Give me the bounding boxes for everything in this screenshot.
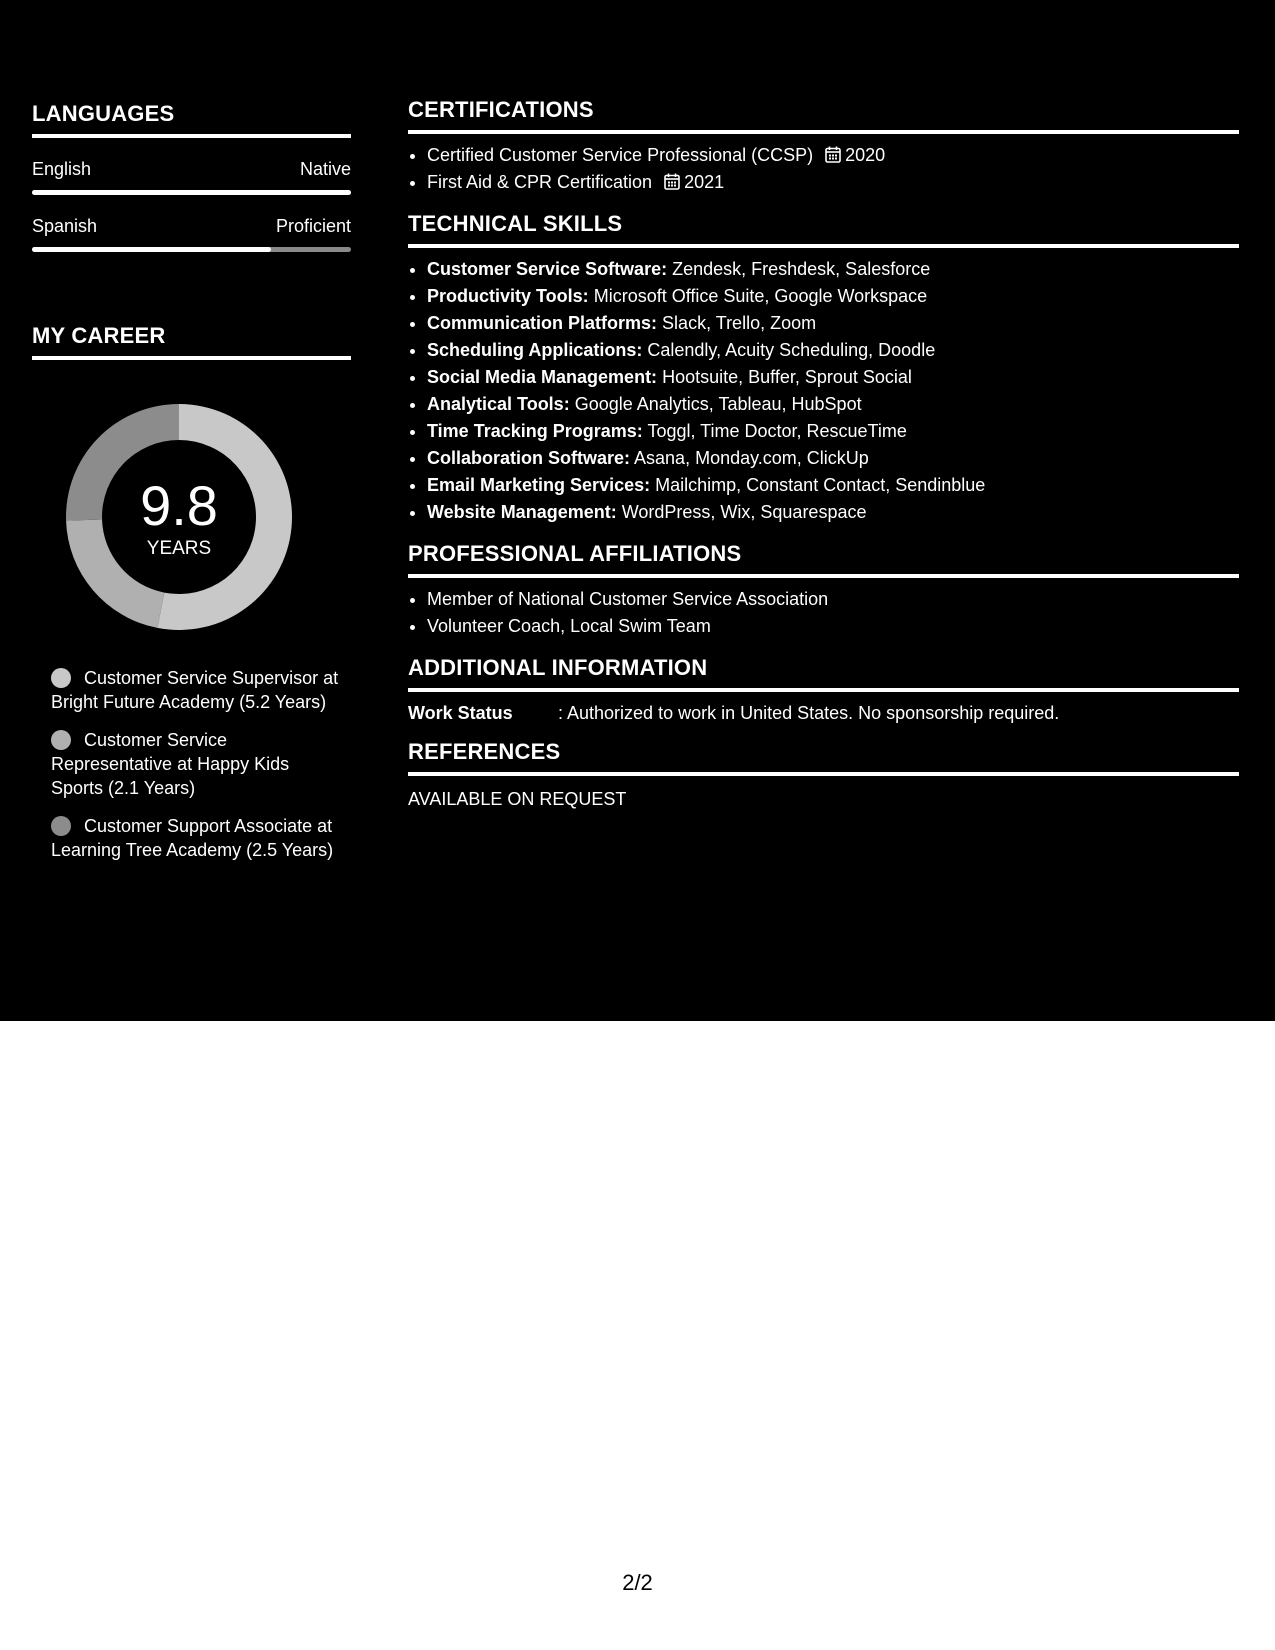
certifications-heading: CERTIFICATIONS [408, 96, 1239, 134]
career-legend-item [51, 814, 341, 862]
affiliations-section [408, 540, 1239, 640]
legend-dot-icon [51, 816, 71, 836]
affiliations-heading: PROFESSIONAL AFFILIATIONS [408, 540, 1239, 578]
work-status-row [408, 702, 1239, 724]
career-heading: MY CAREER [32, 322, 351, 360]
career-legend [32, 666, 341, 862]
skill-tools: Asana, Monday.com, ClickUp [634, 448, 869, 468]
references-text: AVAILABLE ON REQUEST [408, 789, 627, 809]
certification-item [427, 142, 1239, 169]
additional-info-section [408, 654, 1239, 724]
language-proficiency-fill [32, 190, 351, 195]
skill-item [427, 256, 1239, 283]
career-section [32, 322, 351, 862]
skill-category: Productivity Tools: [427, 286, 589, 306]
language-name: English [32, 159, 92, 179]
languages-heading: LANGUAGES [32, 100, 351, 138]
certifications-section [408, 96, 1239, 196]
calendar-icon [664, 173, 680, 190]
calendar-icon [825, 146, 841, 163]
additional-info-heading: ADDITIONAL INFORMATION [408, 654, 1239, 692]
skill-tools: Microsoft Office Suite, Google Workspace [593, 286, 928, 306]
career-legend-label: Customer Service Supervisor at Bright Future Academy (5.2 Years) [51, 668, 339, 712]
skill-category: Collaboration Software: [427, 448, 631, 468]
skill-tools: Toggl, Time Doctor, RescueTime [647, 421, 907, 441]
language-item [32, 215, 351, 252]
skill-category: Customer Service Software: [427, 259, 668, 279]
skill-item [427, 310, 1239, 337]
career-legend-item [51, 666, 341, 714]
skill-category: Time Tracking Programs: [427, 421, 643, 441]
language-level: Native [299, 159, 351, 179]
skill-item [427, 391, 1239, 418]
skill-tools: Google Analytics, Tableau, HubSpot [574, 394, 862, 414]
language-proficiency-bar [32, 190, 351, 195]
skill-tools: Zendesk, Freshdesk, Salesforce [672, 259, 931, 279]
career-legend-label: Customer Service Representative at Happy Kids Sports (2.1 Years) [51, 730, 290, 798]
affiliation-item: • Volunteer Coach, Local Swim Team [427, 613, 1239, 640]
skill-item [427, 418, 1239, 445]
career-legend-label: Customer Support Associate at Learning Tree Academy (2.5 Years) [51, 816, 334, 860]
certification-item [427, 169, 1239, 196]
language-proficiency-fill [32, 247, 271, 252]
skill-category: Social Media Management: [427, 367, 658, 387]
legend-dot-icon [51, 730, 71, 750]
certification-year: 2021 [684, 172, 725, 192]
work-status-value: : Authorized to work in United States. No sponsorship required. [558, 703, 1060, 723]
affiliation-item: • Member of National Customer Service Association [427, 586, 1239, 613]
skill-category: Email Marketing Services: [427, 475, 651, 495]
technical-skills-heading: TECHNICAL SKILLS [408, 210, 1239, 248]
left-column [32, 100, 351, 876]
language-proficiency-bar [32, 247, 351, 252]
career-total-unit: YEARS [146, 538, 212, 559]
language-name: Spanish [32, 216, 98, 236]
skill-tools: Hootsuite, Buffer, Sprout Social [662, 367, 912, 387]
skill-item [427, 283, 1239, 310]
certification-name: First Aid & CPR Certification [427, 172, 653, 192]
languages-section [32, 100, 351, 252]
skill-category: Communication Platforms: [427, 313, 658, 333]
skill-item [427, 337, 1239, 364]
career-donut-chart [66, 404, 292, 630]
skill-tools: WordPress, Wix, Squarespace [621, 502, 867, 522]
right-column [408, 96, 1239, 824]
certification-name: Certified Customer Service Professional (CCSP) [427, 145, 814, 165]
skill-item [427, 364, 1239, 391]
skill-tools: Calendly, Acuity Scheduling, Doodle [647, 340, 936, 360]
skill-tools: Slack, Trello, Zoom [662, 313, 817, 333]
references-heading: REFERENCES [408, 738, 1239, 776]
work-status-label: Work Status [408, 703, 513, 723]
page-number: 2/2 [622, 1570, 653, 1595]
legend-dot-icon [51, 668, 71, 688]
career-legend-item [51, 728, 341, 800]
skill-item [427, 445, 1239, 472]
skill-category: Analytical Tools: [427, 394, 570, 414]
certification-year: 2020 [845, 145, 886, 165]
career-total-value: 9.8 [140, 474, 218, 537]
technical-skills-section [408, 210, 1239, 526]
references-section [408, 738, 1239, 810]
skill-category: Scheduling Applications: [427, 340, 643, 360]
skill-item [427, 499, 1239, 526]
language-level: Proficient [275, 216, 351, 236]
language-item [32, 158, 351, 195]
skill-tools: Mailchimp, Constant Contact, Sendinblue [655, 475, 986, 495]
skill-item [427, 472, 1239, 499]
skill-category: Website Management: [427, 502, 617, 522]
